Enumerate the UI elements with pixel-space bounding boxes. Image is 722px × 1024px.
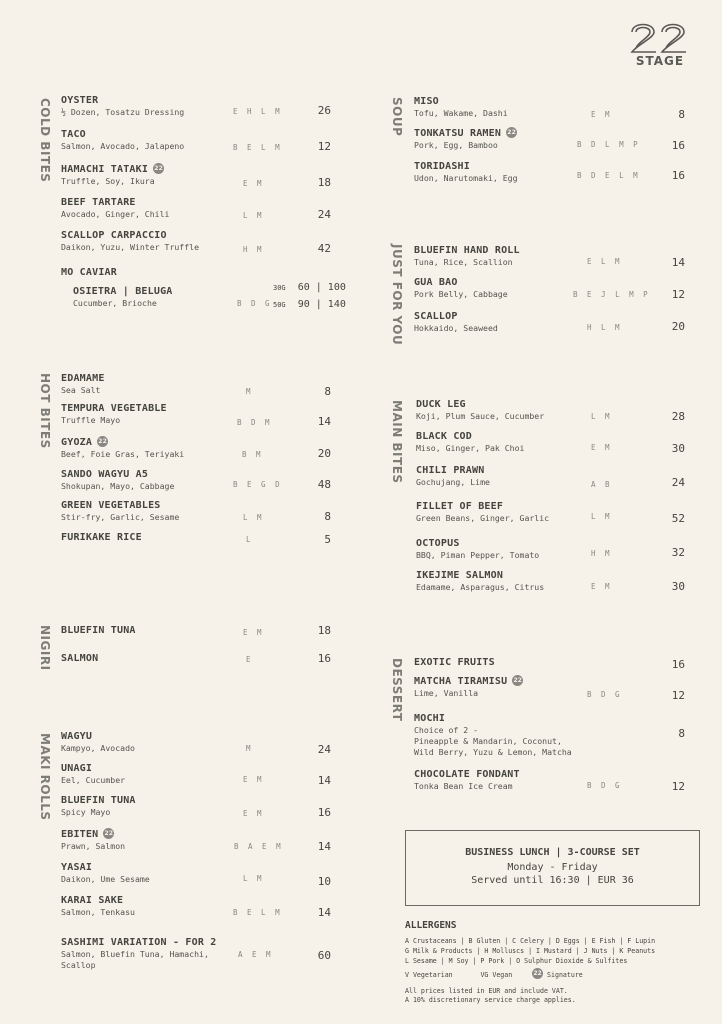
section-cold-bites: COLD BITES <box>38 98 52 183</box>
menu-item <box>61 730 135 754</box>
item-price: 14 <box>317 774 331 787</box>
item-price: 14 <box>671 256 685 269</box>
item-desc: Beef, Foie Gras, Teriyaki <box>61 449 185 459</box>
legend-vegetarian: V Vegetarian <box>405 971 453 979</box>
item-desc: Salmon, Tenkasu <box>61 907 135 917</box>
menu-item <box>61 266 117 279</box>
item-price: 16 <box>671 169 685 182</box>
item-price: 52 <box>671 512 685 525</box>
footnote-vat: All prices listed in EUR and include VAT. <box>405 987 568 995</box>
caviar-item <box>73 285 173 309</box>
item-name: WAGYU <box>61 731 93 742</box>
item-desc: Lime, Vanilla <box>414 688 479 698</box>
item-price: 30 <box>671 580 685 593</box>
item-name: BLUEFIN TUNA <box>61 795 136 806</box>
footnote-service: A 10% discretionary service charge applies. <box>405 996 576 1004</box>
menu-item <box>414 675 523 699</box>
section-hot-bites: HOT BITES <box>38 373 52 449</box>
item-allergens: E M <box>243 628 265 637</box>
legend-vegan: VG Vegan <box>480 971 513 979</box>
item-desc: Daikon, Yuzu, Winter Truffle <box>61 242 200 252</box>
item-desc: Stir-fry, Garlic, Sesame <box>61 512 180 522</box>
item-name: KARAI SAKE <box>61 895 124 906</box>
item-desc: Choice of 2 - <box>414 725 479 735</box>
caviar-prices-1: 60 | 100 <box>297 282 346 293</box>
item-allergens: L M <box>591 512 613 521</box>
menu-item <box>61 531 142 544</box>
allergens-line-2: G Milk & Products | H Molluscs | I Mustard | J Nuts | K Peanuts <box>405 947 656 955</box>
item-allergens: E M <box>591 582 613 591</box>
item-desc: Kampyo, Avocado <box>61 743 135 753</box>
menu-item <box>61 128 184 152</box>
signature-22-badge-icon <box>506 127 517 138</box>
item-price: 12 <box>671 780 685 793</box>
menu-item <box>61 762 125 786</box>
item-name: MISO <box>414 96 439 107</box>
item-desc: Salmon, Avocado, Jalapeno <box>61 141 185 151</box>
menu-item <box>414 276 508 300</box>
item-allergens: E L M <box>587 257 623 266</box>
logo <box>628 20 692 72</box>
caviar-allergens: B D G <box>237 299 273 308</box>
item-desc: Daikon, Ume Sesame <box>61 874 150 884</box>
caviar-size-2: 50G <box>273 301 286 309</box>
item-price: 48 <box>317 478 331 491</box>
item-desc: Koji, Plum Sauce, Cucumber <box>416 411 545 421</box>
item-price: 16 <box>317 806 331 819</box>
menu-item <box>61 436 184 460</box>
item-name: GREEN VEGETABLES <box>61 500 161 511</box>
item-allergens: M <box>246 744 254 753</box>
menu-item <box>61 861 150 885</box>
menu-item <box>414 310 498 334</box>
item-desc: Salmon, Bluefin Tuna, Hamachi, <box>61 949 209 959</box>
menu-item <box>416 398 544 422</box>
menu-item <box>61 163 164 187</box>
menu-item <box>416 569 544 593</box>
item-desc: Miso, Ginger, Pak Choi <box>416 443 525 453</box>
item-name: DUCK LEG <box>416 399 466 410</box>
signature-22-badge-icon <box>532 968 543 979</box>
item-price: 60 <box>317 949 331 962</box>
item-allergens: L M <box>591 412 613 421</box>
business-lunch-served: Served until 16:30 | EUR 36 <box>471 875 634 886</box>
item-allergens: H M <box>243 245 265 254</box>
item-name: GYOZA <box>61 437 93 448</box>
item-allergens: B D L M P <box>577 140 641 149</box>
menu-item <box>61 894 135 918</box>
item-allergens: L M <box>243 211 265 220</box>
allergens-line-1: A Crustaceans | B Gluten | C Celery | D Eggs | E Fish | F Lupin <box>405 937 656 945</box>
item-desc: Udon, Narutomaki, Egg <box>414 173 518 183</box>
item-price: 5 <box>324 533 331 546</box>
item-name: TEMPURA VEGETABLE <box>61 403 167 414</box>
item-price: 10 <box>317 875 331 888</box>
item-allergens: E M <box>243 809 265 818</box>
item-price: 8 <box>324 510 331 523</box>
item-desc: Sea Salt <box>61 385 101 395</box>
item-desc: Truffle Mayo <box>61 415 121 425</box>
item-allergens: B A E M <box>234 842 284 851</box>
section-soup: SOUP <box>390 97 404 137</box>
item-name: MOCHI <box>414 713 446 724</box>
menu-item <box>414 768 520 792</box>
menu-item <box>61 652 98 665</box>
item-desc: Truffle, Soy, Ikura <box>61 176 155 186</box>
item-name: TORIDASHI <box>414 161 470 172</box>
item-price: 12 <box>671 689 685 702</box>
item-allergens: B E G D <box>233 480 283 489</box>
item-desc: Avocado, Ginger, Chili <box>61 209 170 219</box>
item-price: 8 <box>324 385 331 398</box>
item-name: EBITEN <box>61 829 99 840</box>
menu-item <box>61 468 174 492</box>
item-name: CHOCOLATE FONDANT <box>414 769 520 780</box>
item-allergens: L M <box>243 874 265 883</box>
caviar-size-1: 30G <box>273 284 286 292</box>
menu-item <box>61 499 179 523</box>
item-price: 14 <box>317 906 331 919</box>
item-allergens: B D M <box>237 418 273 427</box>
item-desc: Hokkaido, Seaweed <box>414 323 498 333</box>
item-desc: Green Beans, Ginger, Garlic <box>416 513 550 523</box>
item-price: 12 <box>317 140 331 153</box>
item-desc: Edamame, Asparagus, Citrus <box>416 582 545 592</box>
menu-item <box>61 229 199 253</box>
business-lunch-days: Monday - Friday <box>507 862 598 873</box>
item-allergens: M <box>246 387 254 396</box>
item-price: 32 <box>671 546 685 559</box>
item-price: 26 <box>317 104 331 117</box>
item-name: BEEF TARTARE <box>61 197 136 208</box>
menu-item <box>61 624 136 637</box>
item-name: SASHIMI VARIATION - FOR 2 <box>61 937 217 948</box>
caviar-desc: Cucumber, Brioche <box>73 298 157 308</box>
item-price: 24 <box>317 208 331 221</box>
menu-item <box>414 244 520 268</box>
menu-item <box>61 372 105 396</box>
item-price: 16 <box>671 139 685 152</box>
business-lunch-title: BUSINESS LUNCH | 3-COURSE SET <box>465 847 640 858</box>
menu-item <box>61 794 136 818</box>
caviar-price-row-1 <box>273 282 346 293</box>
item-price: 18 <box>317 176 331 189</box>
item-desc: Spicy Mayo <box>61 807 111 817</box>
menu-item <box>414 712 572 758</box>
item-name: EXOTIC FRUITS <box>414 657 495 668</box>
signature-22-badge-icon <box>97 436 108 447</box>
item-desc: BBQ, Piman Pepper, Tomato <box>416 550 540 560</box>
item-desc: Prawn, Salmon <box>61 841 126 851</box>
item-desc: Pork, Egg, Bamboo <box>414 140 498 150</box>
item-allergens: E M <box>591 110 613 119</box>
allergens-title: ALLERGENS <box>405 920 457 931</box>
legend-signature: Signature <box>547 971 583 979</box>
item-name: UNAGI <box>61 763 93 774</box>
section-dessert: DESSERT <box>390 658 404 722</box>
item-name: SALMON <box>61 653 99 664</box>
item-price: 20 <box>317 447 331 460</box>
item-allergens: E M <box>591 443 613 452</box>
section-maki-rolls: MAKI ROLLS <box>38 733 52 821</box>
item-price: 20 <box>671 320 685 333</box>
item-name: EDAMAME <box>61 373 105 384</box>
item-allergens: B E J L M P <box>573 290 651 299</box>
caviar-varieties: OSIETRA | BELUGA <box>73 286 173 297</box>
item-name: CHILI PRAWN <box>416 465 485 476</box>
item-allergens: A B <box>591 480 613 489</box>
item-desc: Tuna, Rice, Scallion <box>414 257 513 267</box>
item-name: GUA BAO <box>414 277 458 288</box>
item-name: IKEJIME SALMON <box>416 570 504 581</box>
menu-item <box>414 95 508 119</box>
item-price: 8 <box>678 727 685 740</box>
item-allergens: E M <box>243 775 265 784</box>
item-name: BLUEFIN HAND ROLL <box>414 245 520 256</box>
item-price: 42 <box>317 242 331 255</box>
item-name: SANDO WAGYU A5 <box>61 469 149 480</box>
signature-22-badge-icon <box>153 163 164 174</box>
caviar-price-row-2 <box>273 299 346 310</box>
menu-item <box>416 430 524 454</box>
item-allergens: E <box>246 655 254 664</box>
item-price: 24 <box>317 743 331 756</box>
item-name: HAMACHI TATAKI <box>61 164 149 175</box>
item-desc: Tonka Bean Ice Cream <box>414 781 513 791</box>
item-desc: ½ Dozen, Tosatzu Dressing <box>61 107 185 117</box>
item-name: FILLET OF BEEF <box>416 501 504 512</box>
menu-item <box>414 160 518 184</box>
item-name: MO CAVIAR <box>61 267 117 278</box>
item-price: 24 <box>671 476 685 489</box>
item-allergens: B E L M <box>233 908 283 917</box>
item-allergens: L <box>246 535 254 544</box>
item-name: SCALLOP <box>414 311 458 322</box>
item-allergens: B D G <box>587 690 623 699</box>
item-price: 28 <box>671 410 685 423</box>
item-name: TACO <box>61 129 86 140</box>
caviar-prices-2: 90 | 140 <box>297 299 346 310</box>
item-allergens: E M <box>243 179 265 188</box>
item-allergens: A E M <box>238 950 274 959</box>
item-name: MATCHA TIRAMISU <box>414 676 508 687</box>
section-just-for-you: JUST FOR YOU <box>390 244 404 346</box>
item-allergens: B E L M <box>233 143 283 152</box>
item-price: 16 <box>317 652 331 665</box>
item-name: BLUEFIN TUNA <box>61 625 136 636</box>
signature-22-badge-icon <box>512 675 523 686</box>
item-allergens: H M <box>591 549 613 558</box>
item-allergens: L M <box>243 513 265 522</box>
item-allergens: E H L M <box>233 107 283 116</box>
item-desc-line-3: Wild Berry, Yuzu & Lemon, Matcha <box>414 747 572 757</box>
item-price: 14 <box>317 415 331 428</box>
item-name: BLACK COD <box>416 431 472 442</box>
22-stage-logo-icon <box>628 20 692 54</box>
item-allergens: B M <box>242 450 264 459</box>
item-name: OCTOPUS <box>416 538 460 549</box>
item-price: 14 <box>317 840 331 853</box>
business-lunch-box <box>405 830 700 906</box>
menu-item <box>416 464 490 488</box>
item-name: SCALLOP CARPACCIO <box>61 230 167 241</box>
menu-item <box>61 828 125 852</box>
section-nigiri: NIGIRI <box>38 625 52 671</box>
item-allergens: B D E L M <box>577 171 641 180</box>
logo-word: STAGE <box>635 54 685 68</box>
item-desc: Tofu, Wakame, Dashi <box>414 108 508 118</box>
item-name: TONKATSU RAMEN <box>414 128 502 139</box>
menu-item <box>61 196 169 220</box>
item-desc: Shokupan, Mayo, Cabbage <box>61 481 175 491</box>
item-price: 8 <box>678 108 685 121</box>
item-price: 12 <box>671 288 685 301</box>
item-name: FURIKAKE RICE <box>61 532 142 543</box>
item-allergens: B D G <box>587 781 623 790</box>
item-price: 18 <box>317 624 331 637</box>
item-desc: Pork Belly, Cabbage <box>414 289 508 299</box>
item-desc-line-2: Scallop <box>61 960 96 970</box>
signature-22-badge-icon <box>103 828 114 839</box>
item-price: 16 <box>671 658 685 671</box>
item-desc: Eel, Cucumber <box>61 775 126 785</box>
item-allergens: H L M <box>587 323 623 332</box>
item-price: 30 <box>671 442 685 455</box>
item-desc: Gochujang, Lime <box>416 477 490 487</box>
menu-item <box>416 537 539 561</box>
section-main-bites: MAIN BITES <box>390 400 404 484</box>
menu-item <box>61 402 167 426</box>
menu-item <box>414 656 495 669</box>
menu-item <box>61 94 184 118</box>
menu-item <box>414 127 517 151</box>
menu-item <box>61 936 217 971</box>
allergens-line-3: L Sesame | M Soy | P Pork | O Sulphur Dioxide & Sulfites <box>405 957 628 965</box>
menu-item <box>416 500 549 524</box>
item-name: YASAI <box>61 862 93 873</box>
item-name: OYSTER <box>61 95 99 106</box>
allergens-legend <box>405 968 583 979</box>
item-desc-line-2: Pineapple & Mandarin, Coconut, <box>414 736 562 746</box>
